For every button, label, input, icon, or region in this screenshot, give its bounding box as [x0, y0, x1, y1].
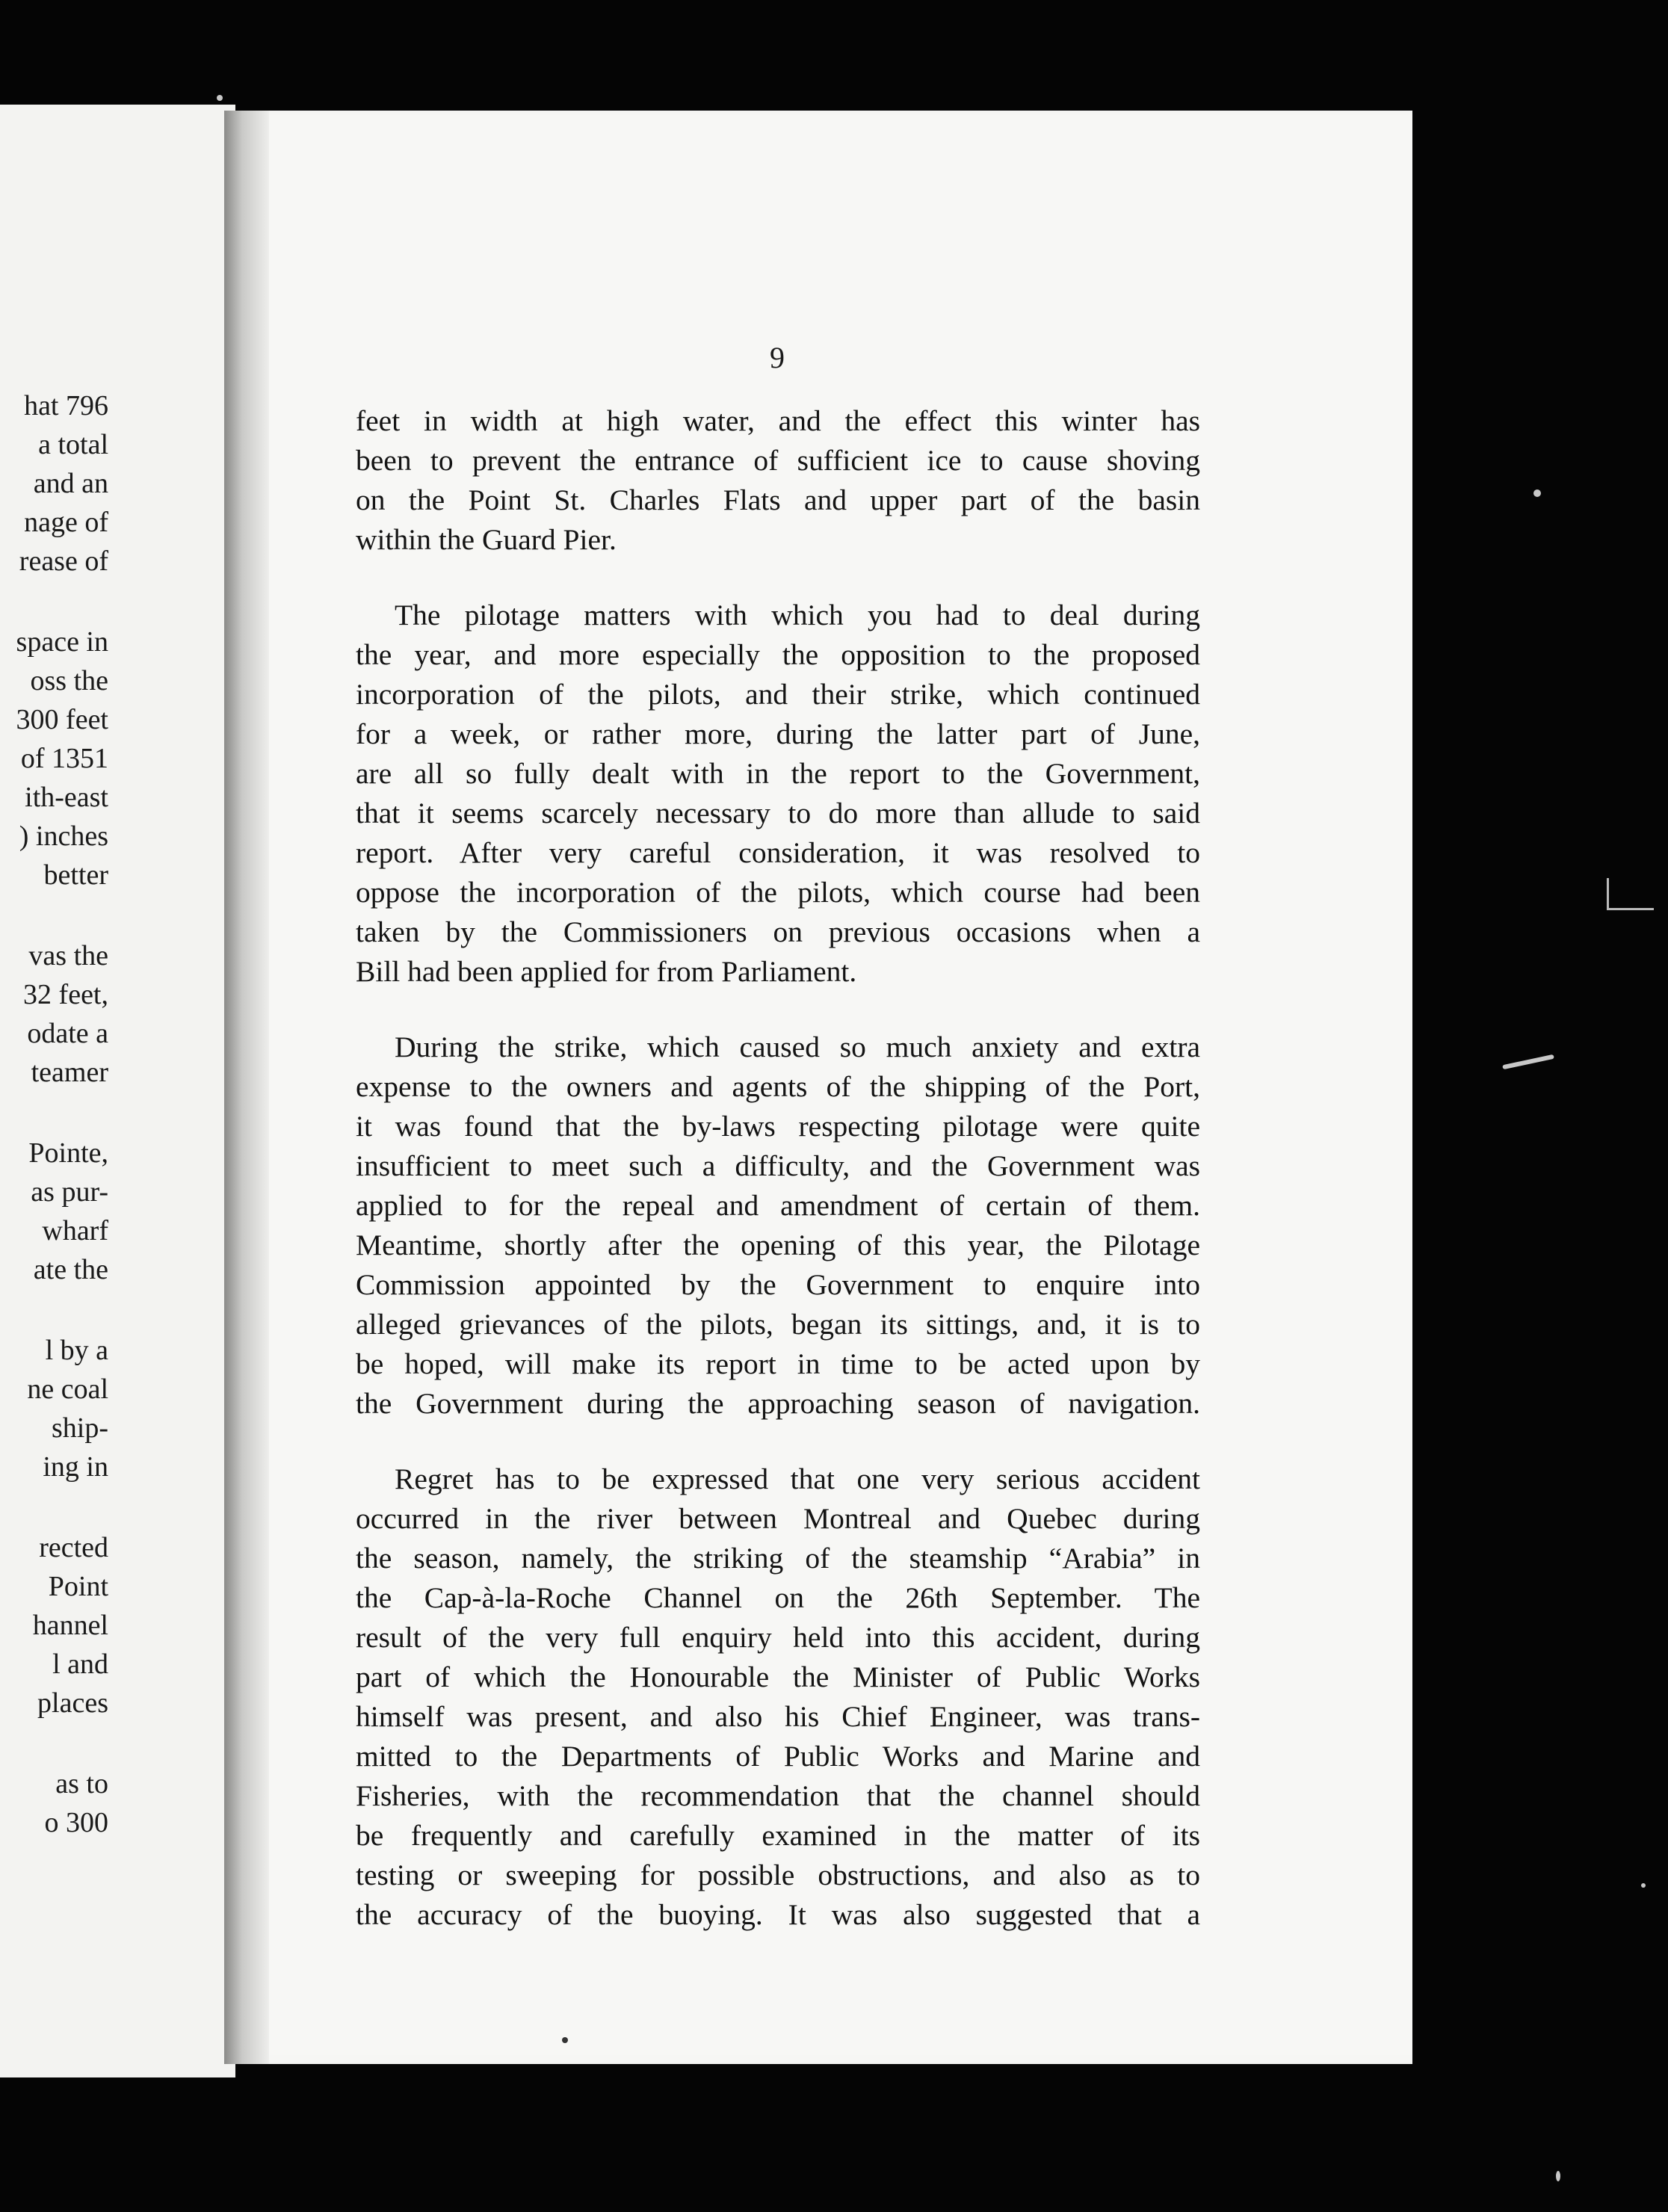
- text-line: oss the: [30, 665, 108, 696]
- text-line: taken by the Commissioners on previous occasions when a: [356, 915, 1200, 948]
- text-line: ith-east: [25, 782, 108, 813]
- paragraph: [356, 1028, 1200, 1424]
- previous-page: [0, 105, 235, 2077]
- text-line: Meantime, shortly after the opening of this year, the Pilotage: [356, 1229, 1200, 1261]
- text-line: Commission appointed by the Government to enquire into: [356, 1268, 1200, 1301]
- scan-speck: [1533, 489, 1541, 497]
- text-line: oppose the incorporation of the pilots, which course had been: [356, 876, 1200, 909]
- text-line: himself was present, and also his Chief Engineer, was trans-: [356, 1700, 1200, 1733]
- text-line: l by a: [45, 1335, 108, 1366]
- text-line: for a week, or rather more, during the latter part of June,: [356, 717, 1200, 750]
- text-line: a total: [38, 429, 108, 460]
- page-binding-shadow: [224, 111, 269, 2064]
- text-line: nage of: [24, 507, 108, 538]
- text-line: incorporation of the pilots, and their strike, which continued: [356, 678, 1200, 711]
- text-line: ne coal: [27, 1374, 108, 1405]
- paragraph: [356, 1459, 1200, 1935]
- page-number: 9: [770, 341, 785, 374]
- text-line: as pur-: [31, 1176, 108, 1208]
- text-line: Pointe,: [28, 1137, 108, 1169]
- text-line: space in: [16, 626, 108, 658]
- text-line: teamer: [31, 1057, 108, 1088]
- text-line: the season, namely, the striking of the steamship “Arabia” in: [356, 1542, 1200, 1575]
- text-line: ing in: [43, 1451, 108, 1483]
- text-line: better: [43, 859, 108, 891]
- text-line: be frequently and carefully examined in the matter of its: [356, 1819, 1200, 1852]
- scan-speck: [562, 2037, 568, 2043]
- text-line: within the Guard Pier.: [356, 523, 617, 556]
- text-line: hat 796: [24, 390, 108, 421]
- text-line: the year, and more especially the opposition to the proposed: [356, 638, 1200, 671]
- text-line: are all so fully dealt with in the report to the Government,: [356, 757, 1200, 790]
- page-body: [356, 401, 1200, 1971]
- text-line: hannel: [32, 1610, 108, 1641]
- text-line: expense to the owners and agents of the shipping of the Port,: [356, 1070, 1200, 1103]
- text-line: l and: [52, 1649, 108, 1680]
- scan-edge-mark: [1607, 878, 1654, 910]
- text-line: as to: [55, 1768, 108, 1799]
- text-line: been to prevent the entrance of sufficient ice to cause shoving: [356, 444, 1200, 477]
- text-line: rease of: [19, 546, 108, 577]
- text-line: The pilotage matters with which you had to deal during: [395, 599, 1200, 631]
- text-line: the accuracy of the buoying. It was also suggested that a: [356, 1898, 1200, 1931]
- scan-speck: [1502, 1054, 1554, 1069]
- text-line: vas the: [28, 940, 108, 971]
- text-line: feet in width at high water, and the effect this winter has: [356, 404, 1200, 437]
- text-line: places: [37, 1687, 108, 1719]
- text-line: result of the very full enquiry held into this accident, during: [356, 1621, 1200, 1654]
- text-line: alleged grievances of the pilots, began its sittings, and, it is to: [356, 1308, 1200, 1341]
- text-line: o 300: [44, 1807, 108, 1838]
- text-line: During the strike, which caused so much anxiety and extra: [395, 1031, 1200, 1063]
- scan-speck: [1641, 1883, 1646, 1888]
- text-line: applied to for the repeal and amendment of certain of them.: [356, 1189, 1200, 1222]
- text-line: insufficient to meet such a difficulty, and the Government was: [356, 1149, 1200, 1182]
- scan-speck: [217, 95, 223, 101]
- text-line: wharf: [42, 1215, 108, 1246]
- text-line: it was found that the by-laws respecting pilotage were quite: [356, 1110, 1200, 1143]
- text-line: 300 feet: [16, 704, 108, 735]
- text-line: ) inches: [19, 821, 108, 852]
- text-line: the Cap-à-la-Roche Channel on the 26th September. The: [356, 1581, 1200, 1614]
- text-line: 32 feet,: [23, 979, 108, 1010]
- text-line: Point: [48, 1571, 108, 1602]
- text-line: on the Point St. Charles Flats and upper part of the basin: [356, 484, 1200, 516]
- text-line: report. After very careful consideration, it was resolved to: [356, 836, 1200, 869]
- text-line: testing or sweeping for possible obstructions, and also as to: [356, 1859, 1200, 1891]
- paragraph: [356, 401, 1200, 560]
- paragraph: [356, 596, 1200, 992]
- text-line: of 1351: [20, 743, 108, 774]
- text-line: odate a: [27, 1018, 108, 1049]
- scan-speck: [1556, 2171, 1560, 2181]
- text-line: Fisheries, with the recommendation that the channel should: [356, 1779, 1200, 1812]
- text-line: part of which the Honourable the Minister of Public Works: [356, 1660, 1200, 1693]
- text-line: ate the: [33, 1254, 108, 1285]
- text-line: the Government during the approaching season of navigation.: [356, 1387, 1200, 1420]
- text-line: mitted to the Departments of Public Works and Marine and: [356, 1740, 1200, 1773]
- text-line: rected: [39, 1532, 108, 1563]
- text-line: ship-: [52, 1412, 108, 1444]
- text-line: be hoped, will make its report in time to be acted upon by: [356, 1347, 1200, 1380]
- previous-page-text: [0, 386, 108, 1842]
- text-line: Regret has to be expressed that one very serious accident: [395, 1462, 1200, 1495]
- text-line: occurred in the river between Montreal and Quebec during: [356, 1502, 1200, 1535]
- text-line: Bill had been applied for from Parliament.: [356, 955, 857, 988]
- text-line: that it seems scarcely necessary to do more than allude to said: [356, 797, 1200, 830]
- text-line: and an: [33, 468, 108, 499]
